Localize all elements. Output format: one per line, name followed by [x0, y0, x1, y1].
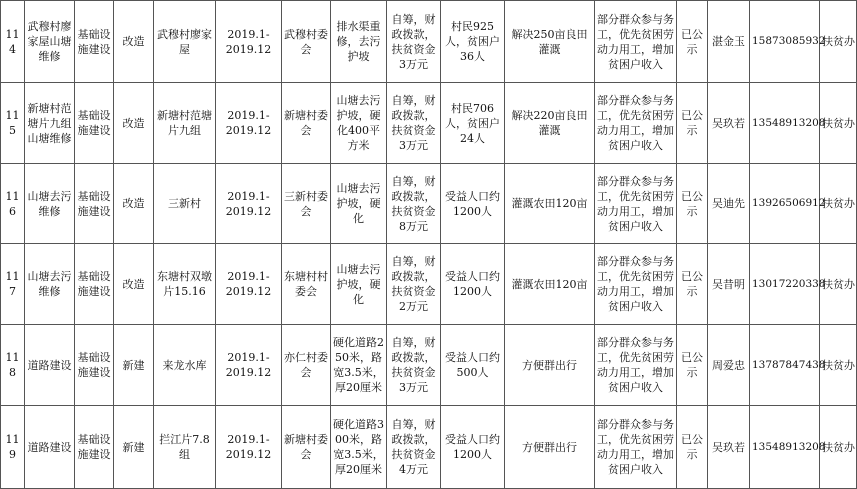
beneficiaries-cell — [441, 164, 505, 244]
project-category: 基础设施建设 — [77, 270, 111, 298]
construction-content-cell — [331, 83, 387, 164]
contact-phone-cell — [750, 1, 826, 83]
funding-source: 自筹，财政拨款，扶贫资金4万元 — [391, 418, 436, 476]
contact-person: 吴迪先 — [712, 197, 745, 210]
project-category-cell — [75, 164, 114, 244]
responsible-unit-cell — [282, 1, 331, 83]
project-location-cell — [154, 244, 216, 325]
expected-effect-cell — [505, 325, 595, 406]
contact-person: 周爱忠 — [712, 358, 745, 372]
project-location: 武穆村廖家屋 — [157, 27, 212, 56]
responsible-unit-cell — [282, 325, 331, 406]
funding-source-cell — [387, 325, 441, 406]
construction-type-cell — [114, 83, 154, 164]
contact-person-cell — [708, 83, 750, 164]
department-cell — [820, 244, 857, 325]
project-name-cell — [25, 1, 75, 83]
period-start: 2019.1- — [227, 270, 270, 283]
construction-type-cell — [114, 1, 154, 83]
construction-type: 改造 — [122, 277, 145, 291]
project-location: 三新村 — [168, 197, 201, 210]
project-name: 山塘去污维修 — [27, 189, 72, 218]
contact-person-cell — [708, 244, 750, 325]
department: 扶贫办 — [822, 277, 855, 291]
benefit-mechanism: 部分群众参与务工，优先贫困劳动力用工，增加贫困户收入 — [597, 174, 674, 233]
contact-phone-cell — [750, 83, 826, 164]
construction-content: 山塘去污护坡，硬化400平方米 — [336, 94, 381, 152]
construction-content: 硬化道路250米，路宽3.5米，厚20厘米 — [333, 336, 384, 394]
funding-source-cell — [387, 1, 441, 83]
project-category: 基础设施建设 — [77, 189, 111, 218]
construction-content: 山塘去污护坡，硬化 — [336, 182, 381, 225]
expected-effect: 解决220亩良田灌溉 — [511, 109, 588, 137]
contact-person: 吴昔明 — [712, 277, 745, 291]
benefit-mechanism-cell — [595, 1, 677, 83]
project-location-cell — [154, 164, 216, 244]
period-end: 2019.12 — [225, 124, 272, 137]
contact-phone-cell — [750, 325, 826, 406]
department-cell — [820, 164, 857, 244]
project-name: 武穆村廖家屋山塘维修 — [27, 20, 72, 63]
beneficiaries: 受益人口约1200人 — [445, 189, 500, 218]
contact-person-cell — [708, 406, 750, 489]
construction-type: 新建 — [122, 358, 145, 372]
project-period-cell — [216, 164, 282, 244]
project-number-cell — [1, 83, 25, 164]
department-cell — [820, 325, 857, 406]
department-cell — [820, 406, 857, 489]
publicity-status: 已公示 — [681, 270, 703, 298]
expected-effect-cell — [505, 83, 595, 164]
responsible-unit-cell — [282, 83, 331, 164]
responsible-unit: 东塘村村委会 — [284, 270, 328, 298]
project-category: 基础设施建设 — [77, 109, 111, 137]
construction-content-cell — [331, 325, 387, 406]
project-period-cell — [216, 83, 282, 164]
construction-type: 改造 — [122, 35, 145, 48]
project-category: 基础设施建设 — [77, 351, 111, 379]
beneficiaries: 村民925人，贫困户36人 — [445, 20, 500, 63]
project-number: 115 — [5, 109, 20, 137]
responsible-unit: 三新村委会 — [284, 189, 328, 218]
project-number-cell — [1, 164, 25, 244]
benefit-mechanism-cell — [595, 244, 677, 325]
table-row — [1, 325, 857, 406]
period-end: 2019.12 — [225, 366, 272, 379]
benefit-mechanism-cell — [595, 83, 677, 164]
period-end: 2019.12 — [225, 448, 272, 461]
project-category-cell — [75, 83, 114, 164]
contact-phone-cell — [750, 244, 826, 325]
responsible-unit-cell — [282, 406, 331, 489]
funding-source: 自筹，财政拨款，扶贫资金3万元 — [391, 94, 436, 152]
project-name: 山塘去污维修 — [27, 270, 72, 298]
construction-type: 改造 — [122, 116, 145, 130]
construction-type-cell — [114, 244, 154, 325]
project-period-cell — [216, 406, 282, 489]
department: 扶贫办 — [822, 116, 855, 130]
publicity-status: 已公示 — [681, 27, 703, 56]
construction-content-cell — [331, 1, 387, 83]
project-name-cell — [25, 83, 75, 164]
project-name-cell — [25, 164, 75, 244]
beneficiaries-cell — [441, 1, 505, 83]
expected-effect: 解决250亩良田灌溉 — [511, 27, 588, 56]
project-name: 道路建设 — [27, 440, 72, 454]
benefit-mechanism-cell — [595, 325, 677, 406]
department-cell — [820, 1, 857, 83]
publicity-status-cell — [677, 325, 708, 406]
contact-phone: 13017220338 — [752, 277, 826, 290]
expected-effect-cell — [505, 164, 595, 244]
project-number: 117 — [5, 270, 20, 298]
beneficiaries: 受益人口约1200人 — [445, 433, 500, 461]
publicity-status-cell — [677, 1, 708, 83]
responsible-unit-cell — [282, 164, 331, 244]
department-cell — [820, 83, 857, 164]
contact-phone: 15873085932 — [752, 35, 826, 47]
responsible-unit: 亦仁村委会 — [284, 351, 328, 379]
expected-effect-cell — [505, 406, 595, 489]
period-start: 2019.1- — [227, 27, 270, 41]
benefit-mechanism: 部分群众参与务工，优先贫困劳动力用工，增加贫困户收入 — [597, 94, 674, 152]
table-row — [1, 1, 857, 83]
construction-content: 硬化道路300米，路宽3.5米，厚20厘米 — [333, 418, 384, 476]
table-row — [1, 83, 857, 164]
construction-type: 新建 — [122, 440, 145, 454]
project-location: 新塘村范塘片九组 — [157, 109, 212, 137]
expected-effect: 灌溉农田120亩 — [511, 277, 588, 291]
project-category: 基础设施建设 — [77, 433, 111, 461]
contact-person: 湛金玉 — [712, 35, 745, 48]
project-number: 116 — [5, 189, 20, 218]
project-category-cell — [75, 1, 114, 83]
responsible-unit-cell — [282, 244, 331, 325]
contact-person-cell — [708, 1, 750, 83]
period-end: 2019.12 — [225, 204, 272, 218]
expected-effect: 方便群出行 — [522, 440, 577, 454]
beneficiaries-cell — [441, 244, 505, 325]
period-start: 2019.1- — [227, 189, 270, 203]
publicity-status-cell — [677, 406, 708, 489]
project-name: 新塘村范塘片九组山塘维修 — [27, 101, 72, 145]
funding-source-cell — [387, 406, 441, 489]
beneficiaries: 受益人口约1200人 — [445, 270, 500, 298]
expected-effect-cell — [505, 1, 595, 83]
construction-content-cell — [331, 244, 387, 325]
project-location: 拦江片7.8组 — [159, 433, 210, 461]
project-location-cell — [154, 1, 216, 83]
construction-content: 山塘去污护坡，硬化 — [336, 262, 381, 306]
publicity-status-cell — [677, 244, 708, 325]
expected-effect-cell — [505, 244, 595, 325]
expected-effect: 方便群出行 — [522, 358, 577, 372]
expected-effect: 灌溉农田120亩 — [511, 197, 588, 210]
benefit-mechanism: 部分群众参与务工，优先贫困劳动力用工，增加贫困户收入 — [597, 336, 674, 394]
contact-phone-cell — [750, 164, 826, 244]
contact-person-cell — [708, 164, 750, 244]
table-row — [1, 244, 857, 325]
project-number-cell — [1, 325, 25, 406]
funding-source: 自筹，财政拨款，扶贫资金3万元 — [391, 12, 436, 71]
responsible-unit: 新塘村委会 — [284, 109, 328, 137]
benefit-mechanism-cell — [595, 406, 677, 489]
project-period-cell — [216, 325, 282, 406]
department: 扶贫办 — [822, 358, 855, 372]
project-period-cell — [216, 244, 282, 325]
project-location-cell — [154, 406, 216, 489]
benefit-mechanism-cell — [595, 164, 677, 244]
construction-type-cell — [114, 406, 154, 489]
project-location-cell — [154, 83, 216, 164]
benefit-mechanism: 部分群众参与务工，优先贫困劳动力用工，增加贫困户收入 — [597, 12, 674, 71]
contact-phone: 13548913208 — [752, 116, 826, 129]
funding-source: 自筹，财政拨款，扶贫资金2万元 — [391, 255, 436, 313]
period-end: 2019.12 — [225, 42, 272, 56]
publicity-status: 已公示 — [681, 109, 703, 137]
project-category: 基础设施建设 — [77, 27, 111, 56]
benefit-mechanism: 部分群众参与务工，优先贫困劳动力用工，增加贫困户收入 — [597, 255, 674, 313]
department: 扶贫办 — [822, 35, 855, 48]
project-number-cell — [1, 244, 25, 325]
department: 扶贫办 — [822, 197, 855, 210]
beneficiaries: 村民706人，贫困户24人 — [445, 101, 500, 145]
project-name-cell — [25, 406, 75, 489]
beneficiaries: 受益人口约500人 — [445, 351, 500, 379]
responsible-unit: 新塘村委会 — [284, 433, 328, 461]
project-number-cell — [1, 406, 25, 489]
project-category-cell — [75, 325, 114, 406]
contact-phone: 13548913208 — [752, 440, 826, 453]
project-location-cell — [154, 325, 216, 406]
publicity-status: 已公示 — [681, 351, 703, 379]
construction-content-cell — [331, 406, 387, 489]
table-row — [1, 406, 857, 489]
publicity-status-cell — [677, 83, 708, 164]
construction-type-cell — [114, 164, 154, 244]
project-name: 道路建设 — [27, 358, 72, 372]
construction-content: 排水渠重修，去污护坡 — [336, 20, 381, 63]
contact-person-cell — [708, 325, 750, 406]
publicity-status: 已公示 — [681, 189, 703, 218]
contact-person: 吴玖若 — [712, 440, 745, 454]
project-location: 东塘村双墩片15.16 — [157, 270, 212, 298]
project-category-cell — [75, 244, 114, 325]
publicity-status: 已公示 — [681, 433, 703, 461]
contact-phone: 13787847438 — [752, 358, 826, 371]
funding-source-cell — [387, 244, 441, 325]
funding-source-cell — [387, 83, 441, 164]
beneficiaries-cell — [441, 406, 505, 489]
department: 扶贫办 — [822, 440, 855, 454]
beneficiaries-cell — [441, 83, 505, 164]
project-number: 114 — [5, 27, 20, 56]
period-start: 2019.1- — [227, 433, 270, 446]
project-number: 118 — [5, 351, 20, 379]
funding-source: 自筹，财政拨款，扶贫资金3万元 — [391, 336, 436, 394]
publicity-status-cell — [677, 164, 708, 244]
project-name-cell — [25, 325, 75, 406]
construction-content-cell — [331, 164, 387, 244]
project-number: 119 — [5, 433, 20, 461]
contact-phone-cell — [750, 406, 826, 489]
period-start: 2019.1- — [227, 109, 270, 122]
project-number-cell — [1, 1, 25, 83]
beneficiaries-cell — [441, 325, 505, 406]
funding-source: 自筹，财政拨款，扶贫资金8万元 — [391, 174, 436, 233]
project-period-cell — [216, 1, 282, 83]
benefit-mechanism: 部分群众参与务工，优先贫困劳动力用工，增加贫困户收入 — [597, 418, 674, 476]
contact-phone: 13926506912 — [752, 197, 826, 209]
table-row — [1, 164, 857, 244]
period-start: 2019.1- — [227, 351, 270, 364]
project-category-cell — [75, 406, 114, 489]
contact-person: 吴玖若 — [712, 116, 745, 130]
project-name-cell — [25, 244, 75, 325]
responsible-unit: 武穆村委会 — [284, 27, 328, 56]
period-end: 2019.12 — [225, 285, 272, 298]
project-location: 来龙水库 — [162, 358, 207, 372]
construction-type: 改造 — [122, 197, 145, 210]
funding-source-cell — [387, 164, 441, 244]
construction-type-cell — [114, 325, 154, 406]
